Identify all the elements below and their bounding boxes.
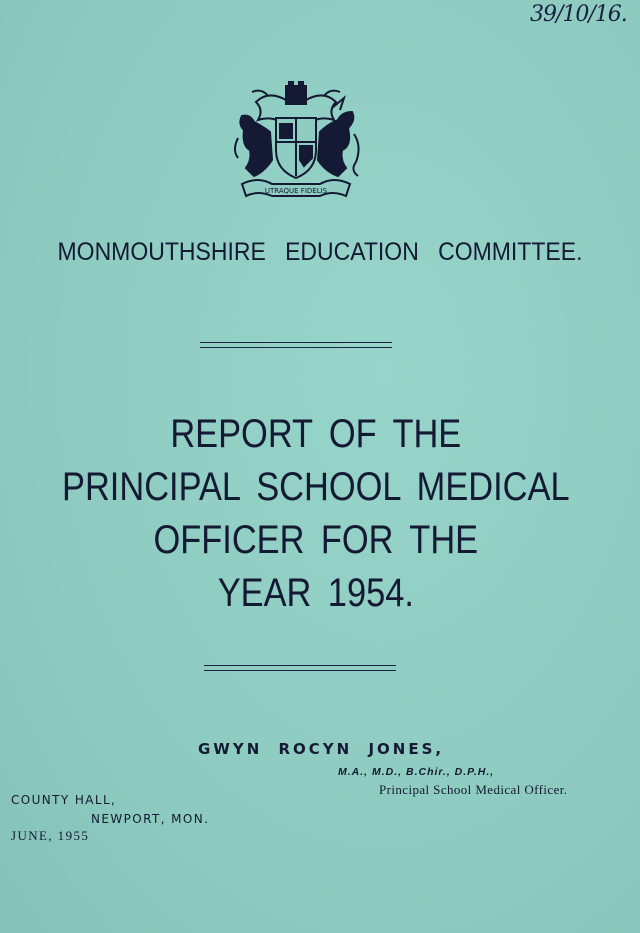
author-position: Principal School Medical Officer. xyxy=(379,782,568,797)
author-name: GWYN ROCYN JONES, xyxy=(198,740,445,758)
top-divider xyxy=(200,342,392,348)
title-line-3: OFFICER FOR THE xyxy=(153,518,479,562)
title-line-4: YEAR 1954. xyxy=(217,571,414,615)
report-title xyxy=(41,408,591,620)
author-qualifications: M.A., M.D., B.Chir., D.P.H., xyxy=(338,766,495,778)
bottom-divider xyxy=(204,665,396,671)
address-line-2: NEWPORT, MON. xyxy=(91,812,210,826)
crest-motto: UTRAQUE FIDELIS xyxy=(264,187,328,195)
title-line-2: PRINCIPAL SCHOOL MEDICAL xyxy=(62,465,570,509)
handwritten-annotation: 39/10/16. xyxy=(530,2,627,27)
coat-of-arms-icon xyxy=(228,80,364,204)
committee-heading: MONMOUTHSHIRE EDUCATION COMMITTEE. xyxy=(57,238,583,266)
publication-date: JUNE, 1955 xyxy=(11,828,90,843)
address-line-1: COUNTY HALL, xyxy=(11,793,117,807)
title-line-1: REPORT OF THE xyxy=(170,412,462,456)
